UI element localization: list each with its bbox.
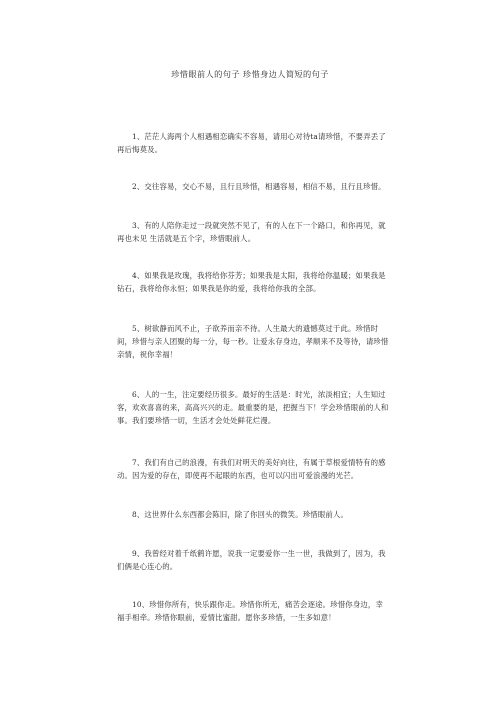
paragraph-6: 6、人的一生，注定要经历很多。最好的生活是：时光，浓淡相宜；人生知过客，欢欢喜喜的来，高高兴兴的走。最重要的是，把握当下！学会珍惜眼前的人和事。我们要珍惜一切，生活才会处处鲜花烂漫。: [117, 390, 389, 425]
paragraph-10: 10、珍惜你所有，快乐跟你走。珍惜你所无，痛苦会逐途。珍惜你身边，幸福手相牵。珍惜你眼前，爱情比蜜甜。愿你多珍惜，一生多如意！: [117, 600, 384, 622]
paragraph-1: 1、茫茫人海两个人相遇相恋确实不容易，请用心对待ta请珍惜，不要弄丢了再后悔莫及。: [117, 132, 386, 154]
paragraph-3: 3、有的人陪你走过一段就突然不见了，有的人在下一个路口，和你再见，就再也未见 生活就是五个字，珍惜眼前人。: [117, 221, 386, 243]
paragraph-7: 7、我们有自己的浪漫，有我们对明天的美好向往，有属于草根爱情特有的感动。因为爱的存在，即使再不起眼的东西，也可以闪出可爱浪漫的光芒。: [117, 458, 386, 480]
paragraph-4: 4、如果我是玫瑰，我将给你芬芳；如果我是太阳，我将给你温暖；如果我是钻石，我将给你永恒；如果我是你的爱，我将给你我的全部。: [117, 271, 386, 293]
document-title: 珍惜眼前人的句子 珍惜身边人简短的句子: [171, 69, 329, 79]
paragraph-5: 5、树欲静而风不止，子欲养而亲不待。人生最大的遗憾莫过于此。珍惜时间，珍惜与亲人团聚的每一分，每一秒。让爱永存身边，孝顺来不及等待，请珍惜亲情，祝你幸福！: [117, 324, 389, 359]
paragraph-8: 8、这世界什么东西都会陈旧，除了你回头的微笑。珍惜眼前人。: [132, 510, 348, 520]
paragraph-2: 2、交往容易，交心不易，且行且珍惜，相遇容易，相信不易，且行且珍惜。: [132, 182, 386, 192]
paragraph-9: 9、我曾经对着千纸鹤许愿，说我一定要爱你一生一世，我做到了，因为，我们俩是心连心的。: [117, 549, 386, 571]
